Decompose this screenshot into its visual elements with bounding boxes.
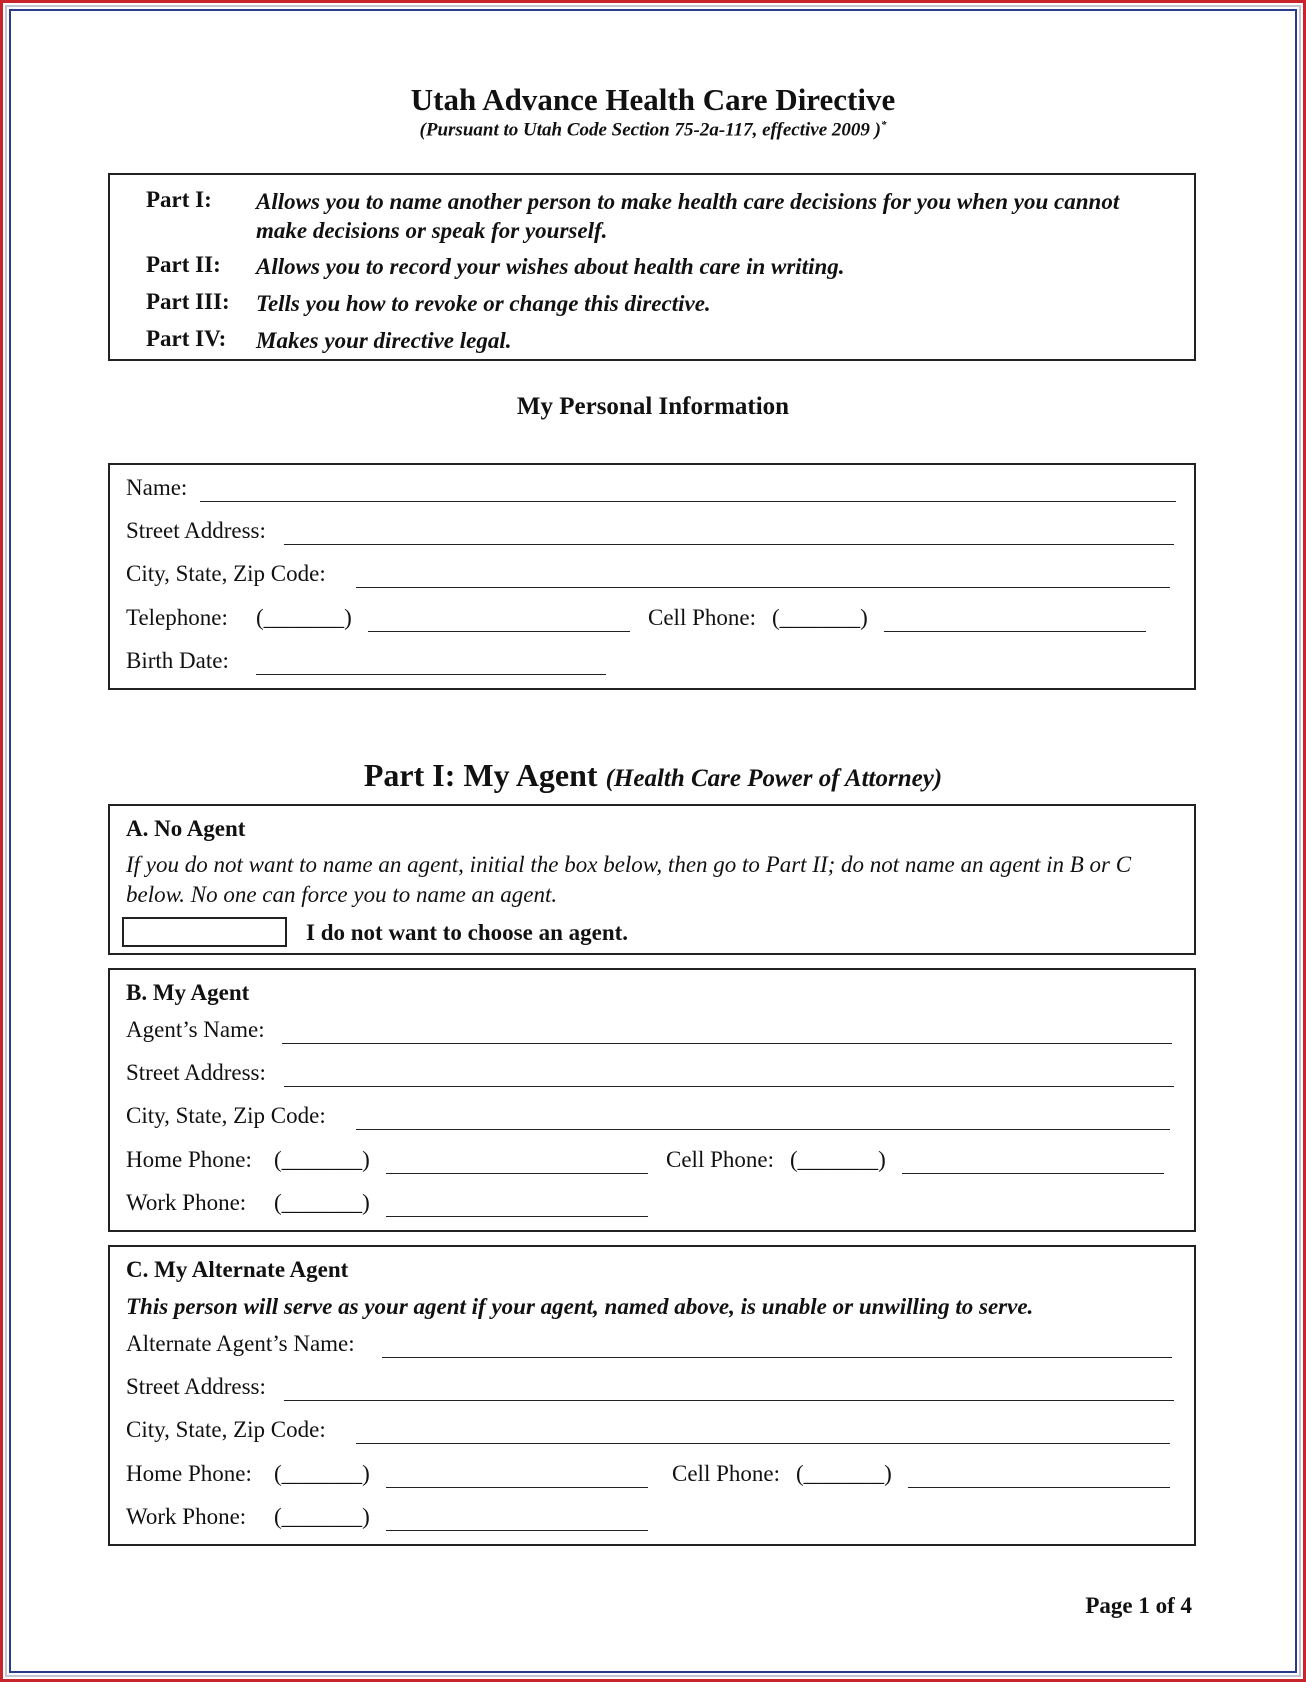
part-label: Part II: — [146, 252, 221, 277]
agent-city-field[interactable] — [356, 1129, 1170, 1130]
page-number: Page 1 of 4 — [1085, 1593, 1192, 1618]
agent-home-phone-field[interactable] — [386, 1173, 648, 1174]
footnote-mark: * — [880, 119, 887, 131]
name-field[interactable] — [200, 501, 1176, 502]
city-label: City, State, Zip Code: — [126, 561, 326, 586]
part-label: Part I: — [146, 187, 212, 212]
alternate-cell-area-code[interactable]: (_______) — [796, 1461, 892, 1486]
alternate-cell-phone-field[interactable] — [908, 1487, 1170, 1488]
street-label: Street Address: — [126, 518, 266, 543]
parts-overview-box — [108, 173, 1196, 361]
document-title: Utah Advance Health Care Directive — [410, 82, 896, 117]
agent-street-field[interactable] — [284, 1086, 1174, 1087]
agent-name-field[interactable] — [282, 1043, 1172, 1044]
agent-name-label: Agent’s Name: — [126, 1017, 265, 1042]
agent-work-area-code[interactable]: (_______) — [274, 1190, 370, 1215]
alternate-name-label: Alternate Agent’s Name: — [126, 1331, 355, 1356]
alternate-agent-heading: C. My Alternate Agent — [126, 1257, 349, 1282]
alternate-cell-phone-label: Cell Phone: — [672, 1461, 780, 1486]
alternate-street-label: Street Address: — [126, 1374, 266, 1399]
alternate-home-phone-label: Home Phone: — [126, 1461, 252, 1486]
alternate-name-field[interactable] — [382, 1357, 1172, 1358]
alternate-city-label: City, State, Zip Code: — [126, 1417, 326, 1442]
agent-home-area-code[interactable]: (_______) — [274, 1147, 370, 1172]
part-label: Part III: — [146, 289, 230, 314]
telephone-label: Telephone: — [126, 605, 228, 630]
document-subtitle: (Pursuant to Utah Code Section 75-2a-117, effective 2009 )* — [419, 119, 887, 141]
alternate-work-area-code[interactable]: (_______) — [274, 1504, 370, 1529]
my-agent-box — [108, 968, 1196, 1232]
agent-cell-phone-label: Cell Phone: — [666, 1147, 774, 1172]
agent-cell-area-code[interactable]: (_______) — [790, 1147, 886, 1172]
agent-work-phone-label: Work Phone: — [126, 1190, 247, 1215]
birth-date-field[interactable] — [256, 674, 606, 675]
part-label: Part IV: — [146, 326, 227, 351]
part1-title: Part I: My Agent (Health Care Power of Attorney) — [363, 757, 943, 793]
personal-info-heading: My Personal Information — [516, 393, 790, 420]
agent-street-label: Street Address: — [126, 1060, 266, 1085]
alternate-street-field[interactable] — [284, 1400, 1174, 1401]
part-description: Allows you to name another person to make health care decisions for you when you cannot make decisions or speak for yourself. — [256, 189, 1120, 243]
part-description: Allows you to record your wishes about health care in writing. — [256, 254, 845, 279]
no-agent-instructions: If you do not want to name an agent, initial the box below, then go to Part II; do not name an agent in B or C below. No one can force you to name an agent. — [126, 852, 1132, 907]
city-field[interactable] — [356, 587, 1170, 588]
cell-field[interactable] — [884, 631, 1146, 632]
agent-city-label: City, State, Zip Code: — [126, 1103, 326, 1128]
my-agent-heading: B. My Agent — [126, 980, 250, 1005]
no-agent-box — [108, 804, 1196, 955]
personal-info-box — [108, 463, 1196, 690]
alternate-city-field[interactable] — [356, 1443, 1170, 1444]
telephone-field[interactable] — [368, 631, 630, 632]
alternate-work-phone-field[interactable] — [386, 1530, 648, 1531]
no-agent-initial-box[interactable] — [122, 917, 287, 947]
alternate-work-phone-label: Work Phone: — [126, 1504, 247, 1529]
alternate-agent-note: This person will serve as your agent if your agent, named above, is unable or unwilling to serve. — [126, 1294, 1034, 1319]
part-description: Makes your directive legal. — [256, 328, 512, 353]
agent-work-phone-field[interactable] — [386, 1216, 648, 1217]
cell-area-code[interactable]: (_______) — [772, 605, 868, 630]
agent-cell-phone-field[interactable] — [902, 1173, 1164, 1174]
street-field[interactable] — [284, 544, 1174, 545]
name-label: Name: — [126, 475, 188, 500]
alternate-home-phone-field[interactable] — [386, 1487, 648, 1488]
telephone-area-code[interactable]: (_______) — [256, 605, 352, 630]
no-agent-heading: A. No Agent — [126, 816, 246, 841]
no-agent-label: I do not want to choose an agent. — [306, 920, 629, 945]
birth-date-label: Birth Date: — [126, 648, 229, 673]
part1-subtitle: (Health Care Power of Attorney) — [605, 765, 943, 792]
cell-label: Cell Phone: — [648, 605, 756, 630]
agent-home-phone-label: Home Phone: — [126, 1147, 252, 1172]
part-description: Tells you how to revoke or change this directive. — [256, 291, 711, 316]
alternate-home-area-code[interactable]: (_______) — [274, 1461, 370, 1486]
alternate-agent-box — [108, 1245, 1196, 1546]
